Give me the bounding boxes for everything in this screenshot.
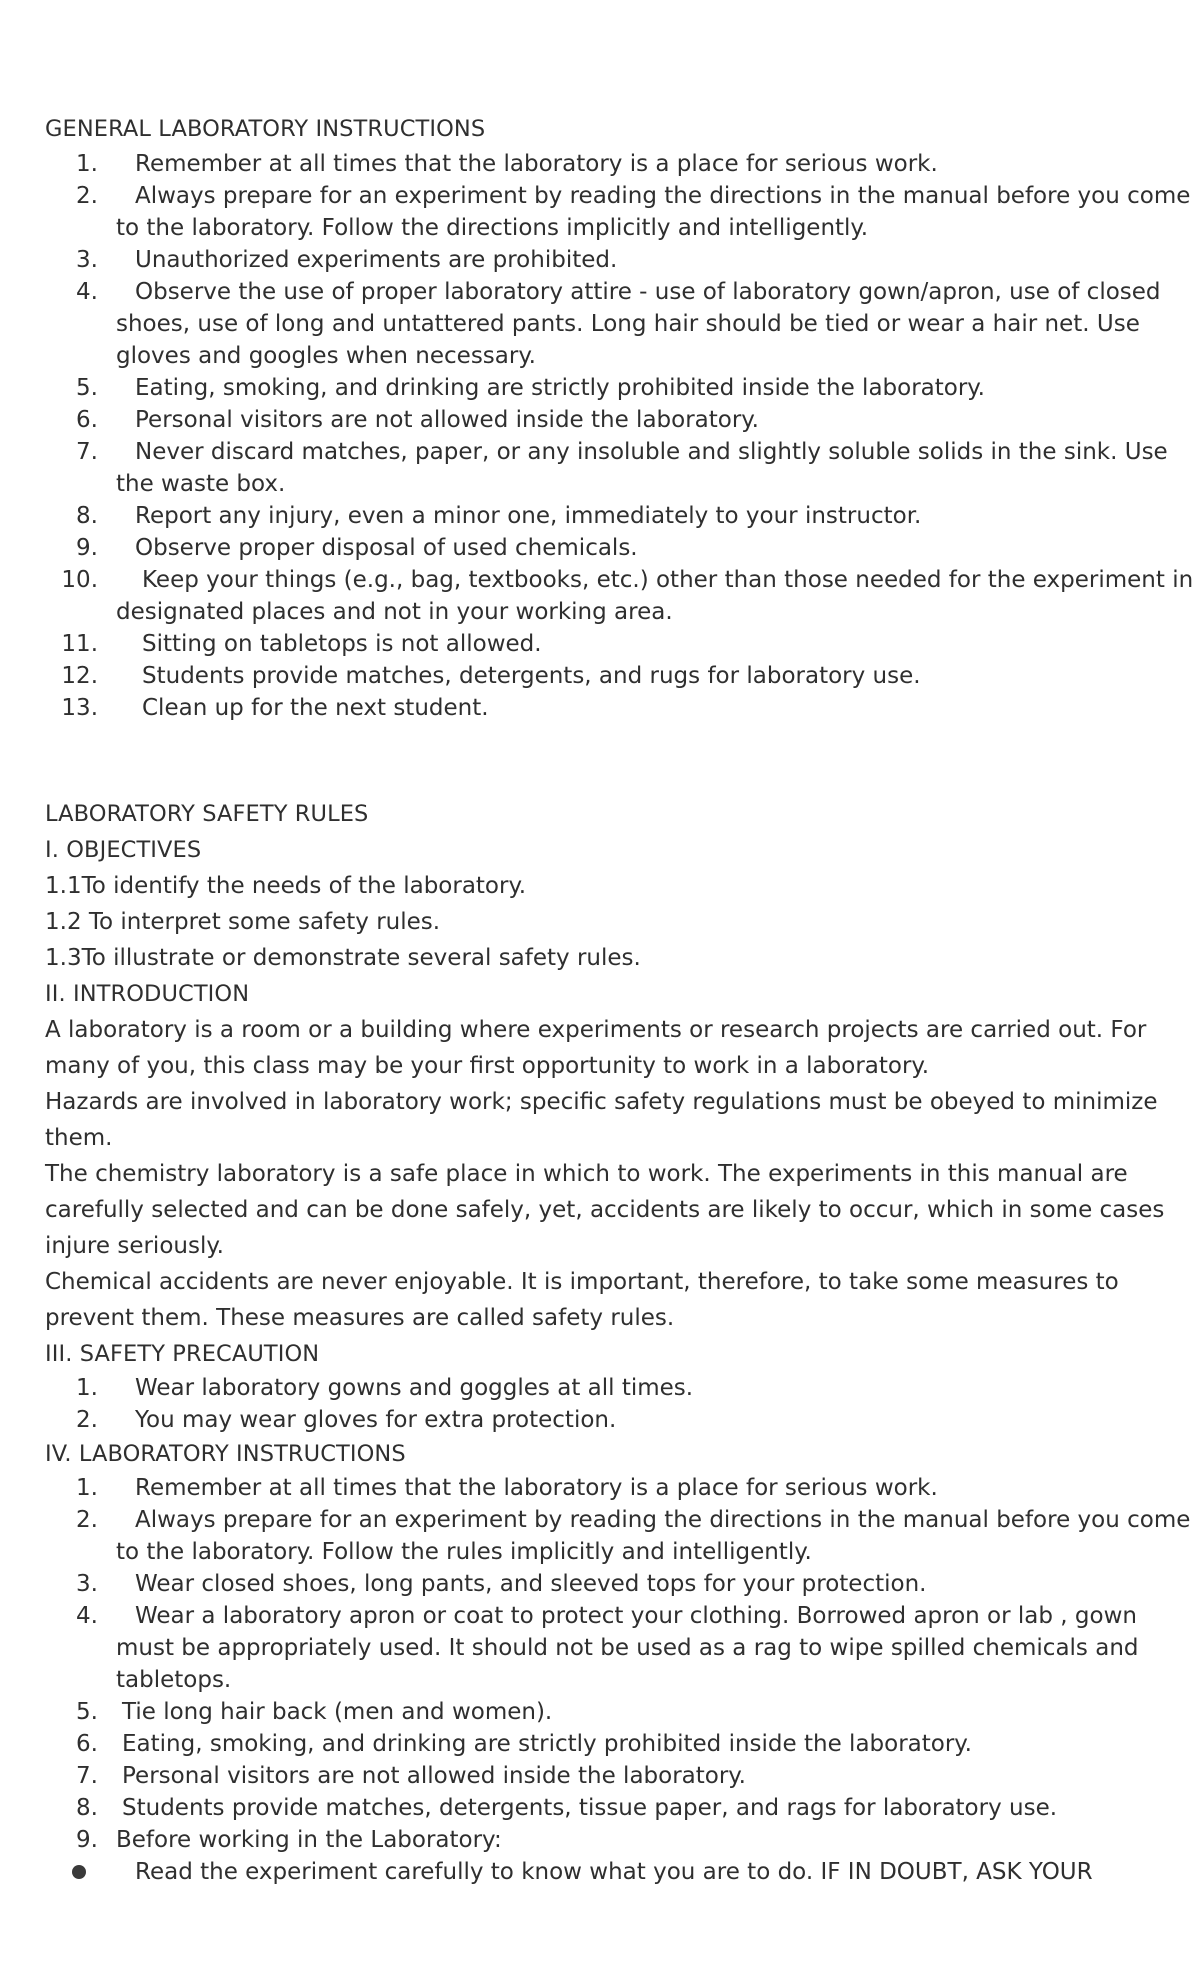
introduction-heading: II. INTRODUCTION <box>45 981 250 1007</box>
general-item-text: the waste box. <box>116 471 286 497</box>
objective-item: 1.3To illustrate or demonstrate several safety rules. <box>45 945 641 971</box>
lab-instruction-text: tabletops. <box>116 1667 232 1693</box>
introduction-line: injure seriously. <box>45 1233 224 1259</box>
lab-instruction-number: 9. <box>76 1827 98 1853</box>
general-item-text: Keep your things (e.g., bag, textbooks, etc.) other than those needed for the experiment in <box>142 567 1194 593</box>
introduction-line: them. <box>45 1125 113 1151</box>
general-item-number: 2. <box>76 183 98 209</box>
lab-instruction-text: Students provide matches, detergents, tissue paper, and rags for laboratory use. <box>122 1795 1058 1821</box>
general-item-text: Observe proper disposal of used chemicals. <box>135 535 638 561</box>
lab-instruction-number: 4. <box>76 1603 98 1629</box>
lab-instruction-number: 5. <box>76 1699 98 1725</box>
general-item-number: 7. <box>76 439 98 465</box>
lab-instruction-text: to the laboratory. Follow the rules implicitly and intelligently. <box>116 1539 812 1565</box>
objective-item: 1.2 To interpret some safety rules. <box>45 909 441 935</box>
general-item-text: designated places and not in your working area. <box>116 599 673 625</box>
lab-instruction-text: must be appropriately used. It should not be used as a rag to wipe spilled chemicals and <box>116 1635 1139 1661</box>
lab-instruction-text: Remember at all times that the laboratory is a place for serious work. <box>135 1475 938 1501</box>
general-item-number: 5. <box>76 375 98 401</box>
precaution-text: You may wear gloves for extra protection. <box>135 1407 617 1433</box>
general-item-text: to the laboratory. Follow the directions implicitly and intelligently. <box>116 215 869 241</box>
bullet-dot-icon <box>72 1865 86 1879</box>
lab-instruction-number: 2. <box>76 1507 98 1533</box>
general-item-text: Clean up for the next student. <box>142 695 489 721</box>
general-item-text: Unauthorized experiments are prohibited. <box>135 247 618 273</box>
general-item-number: 10. <box>61 567 98 593</box>
general-item-number: 12. <box>61 663 98 689</box>
general-item-text: Sitting on tabletops is not allowed. <box>142 631 542 657</box>
general-item-number: 1. <box>76 151 98 177</box>
lab-instruction-text: Eating, smoking, and drinking are strictly prohibited inside the laboratory. <box>122 1731 972 1757</box>
lab-instruction-text: Tie long hair back (men and women). <box>122 1699 553 1725</box>
general-instructions-title: GENERAL LABORATORY INSTRUCTIONS <box>45 116 486 142</box>
general-item-text: Personal visitors are not allowed inside the laboratory. <box>135 407 759 433</box>
general-item-number: 9. <box>76 535 98 561</box>
general-item-text: Never discard matches, paper, or any insoluble and slightly soluble solids in the sink. Use <box>135 439 1168 465</box>
precaution-number: 1. <box>76 1375 98 1401</box>
general-item-text: Students provide matches, detergents, and rugs for laboratory use. <box>142 663 921 689</box>
general-item-text: Eating, smoking, and drinking are strictly prohibited inside the laboratory. <box>135 375 985 401</box>
lab-instruction-text: Always prepare for an experiment by reading the directions in the manual before you come <box>135 1507 1191 1533</box>
lab-instruction-text: Before working in the Laboratory: <box>116 1827 502 1853</box>
lab-instruction-number: 1. <box>76 1475 98 1501</box>
general-item-text: Report any injury, even a minor one, immediately to your instructor. <box>135 503 922 529</box>
introduction-line: prevent them. These measures are called safety rules. <box>45 1305 675 1331</box>
lab-instruction-text: Wear closed shoes, long pants, and sleeved tops for your protection. <box>135 1571 927 1597</box>
safety-rules-title: LABORATORY SAFETY RULES <box>45 801 369 827</box>
general-item-number: 8. <box>76 503 98 529</box>
general-item-text: shoes, use of long and untattered pants. Long hair should be tied or wear a hair net. Use <box>116 311 1140 337</box>
introduction-line: A laboratory is a room or a building where experiments or research projects are carried out. For <box>45 1017 1147 1043</box>
general-item-number: 6. <box>76 407 98 433</box>
precaution-number: 2. <box>76 1407 98 1433</box>
lab-instruction-number: 7. <box>76 1763 98 1789</box>
general-item-number: 11. <box>61 631 98 657</box>
general-item-text: Remember at all times that the laboratory is a place for serious work. <box>135 151 938 177</box>
introduction-line: Chemical accidents are never enjoyable. It is important, therefore, to take some measures to <box>45 1269 1119 1295</box>
objective-item: 1.1To identify the needs of the laboratory. <box>45 873 527 899</box>
general-item-text: Observe the use of proper laboratory attire - use of laboratory gown/apron, use of closed <box>135 279 1161 305</box>
general-item-number: 3. <box>76 247 98 273</box>
bullet-text: Read the experiment carefully to know what you are to do. IF IN DOUBT, ASK YOUR <box>135 1859 1093 1885</box>
general-item-text: gloves and googles when necessary. <box>116 343 536 369</box>
objectives-heading: I. OBJECTIVES <box>45 837 202 863</box>
lab-instruction-number: 3. <box>76 1571 98 1597</box>
lab-instruction-number: 8. <box>76 1795 98 1821</box>
general-item-number: 13. <box>61 695 98 721</box>
general-item-text: Always prepare for an experiment by reading the directions in the manual before you come <box>135 183 1191 209</box>
introduction-line: Hazards are involved in laboratory work; specific safety regulations must be obeyed to minimize <box>45 1089 1158 1115</box>
introduction-line: The chemistry laboratory is a safe place in which to work. The experiments in this manual are <box>45 1161 1128 1187</box>
precaution-heading: III. SAFETY PRECAUTION <box>45 1341 320 1367</box>
lab-instruction-text: Wear a laboratory apron or coat to protect your clothing. Borrowed apron or lab , gown <box>135 1603 1137 1629</box>
lab-instruction-number: 6. <box>76 1731 98 1757</box>
introduction-line: many of you, this class may be your first opportunity to work in a laboratory. <box>45 1053 930 1079</box>
lab-instructions-heading: IV. LABORATORY INSTRUCTIONS <box>45 1441 406 1467</box>
precaution-text: Wear laboratory gowns and goggles at all times. <box>135 1375 694 1401</box>
introduction-line: carefully selected and can be done safely, yet, accidents are likely to occur, which in some cases <box>45 1197 1165 1223</box>
lab-instruction-text: Personal visitors are not allowed inside the laboratory. <box>122 1763 746 1789</box>
general-item-number: 4. <box>76 279 98 305</box>
